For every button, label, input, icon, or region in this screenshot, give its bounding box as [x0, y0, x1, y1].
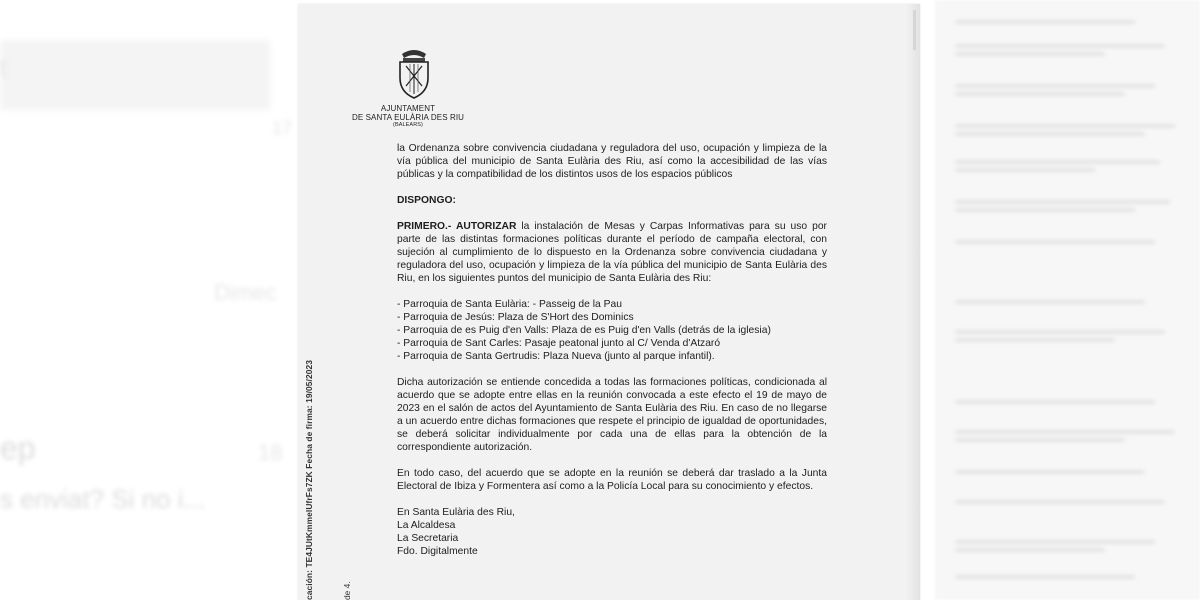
signature-digital: Fdo. Digitalmente: [397, 546, 478, 557]
verification-stamp: cación: TE4JUtKmmelUfrFs7ZK Fecha de firma: 19/05/2023: [304, 360, 314, 600]
signature-block: [397, 506, 827, 558]
org-name-line1: AJUNTAMENT: [380, 104, 436, 113]
org-name-line2: DE SANTA EULÀRIA DES RIU: [351, 113, 465, 122]
page-corner-mark: [913, 10, 916, 50]
background-fragment-4: ep: [0, 430, 36, 466]
list-item: - Parroquia de Santa Eulària: - Passeig de la Pau: [397, 299, 622, 310]
primero-text: la instalación de Mesas y Carpas Informativas para su uso por parte de las distintas formaciones políticas durante el período de campaña electoral, con sujeción al cumplimiento de lo dispuesto en la Ordenanza sobre convivencia ciudadana y reguladora del uso, ocupación y limpieza de la vía pública del municipio de Santa Eulària des Riu, en los siguientes puntos del municipio de Santa Eulària des Riu:: [397, 221, 827, 284]
primero-label: PRIMERO.- AUTORIZAR: [397, 221, 517, 232]
list-item: - Parroquia de Santa Gertrudis: Plaza Nueva (junto al parque infantil).: [397, 351, 715, 362]
authorization-paragraph: Dicha autorización se entiende concedida a todas las formaciones políticas, condicionada al acuerdo que se adopte entre ellas en la reunión convocada a este efecto el 19 de mayo de 2023 en el salón de actos del Ayuntamiento de Santa Eulària des Riu. En caso de no llegarse a un acuerdo entre dichas formaciones que respete el principio de igualdad de oportunidades, se deberá solicitar individualmente por cada una de ellas para la obtención de la correspondiente autorización.: [397, 377, 827, 453]
municipality-header: [338, 104, 478, 129]
background-fragment-3: Dimec: [214, 280, 277, 305]
notification-paragraph: En todo caso, del acuerdo que se adopte en la reunión se deberá dar traslado a la Junta Electoral de Ibiza y Formentera así como a la Policía Local para su conocimiento y efectos.: [397, 468, 827, 492]
list-item: - Parroquia de Sant Carles: Pasaje peatonal junto al C/ Venda d'Atzaró: [397, 338, 721, 349]
background-fragment-5: 18: [258, 440, 283, 465]
dispongo-heading: DISPONGO:: [397, 195, 456, 206]
background-fragment-1: t: [0, 52, 8, 82]
background-fragment-2: 17: [272, 118, 293, 138]
signature-mayor: La Alcaldesa: [397, 520, 456, 531]
background-blurred-page: [935, 0, 1200, 600]
org-name-line3: (BALEARS): [393, 122, 423, 128]
document-page: [298, 4, 920, 600]
intro-paragraph: la Ordenanza sobre convivencia ciudadana y reguladora del uso, ocupación y limpieza de la vía pública del municipio de Santa Eulària des Riu, así como la accesibilidad de las vías públicas y la compatibilidad de los distintos usos de los espacios públicos: [397, 143, 827, 180]
signature-secretary: La Secretaria: [397, 533, 459, 544]
primero-paragraph: [397, 220, 827, 285]
list-item: - Parroquia de es Puig d'en Valls: Plaza de es Puig d'en Valls (detrás de la iglesia): [397, 325, 771, 336]
document-body: [397, 142, 827, 558]
list-item: - Parroquia de Jesús: Plaza de S'Hort des Dominics: [397, 312, 634, 323]
background-blur-block: [0, 40, 270, 110]
coat-of-arms-icon: [394, 46, 434, 100]
page-edge-shade: [906, 4, 920, 600]
background-fragment-6: s enviat? Si no i...: [0, 484, 206, 514]
page-number: de 4.: [342, 581, 352, 600]
locations-list: [397, 298, 827, 363]
signature-place: En Santa Eulària des Riu,: [397, 507, 515, 518]
